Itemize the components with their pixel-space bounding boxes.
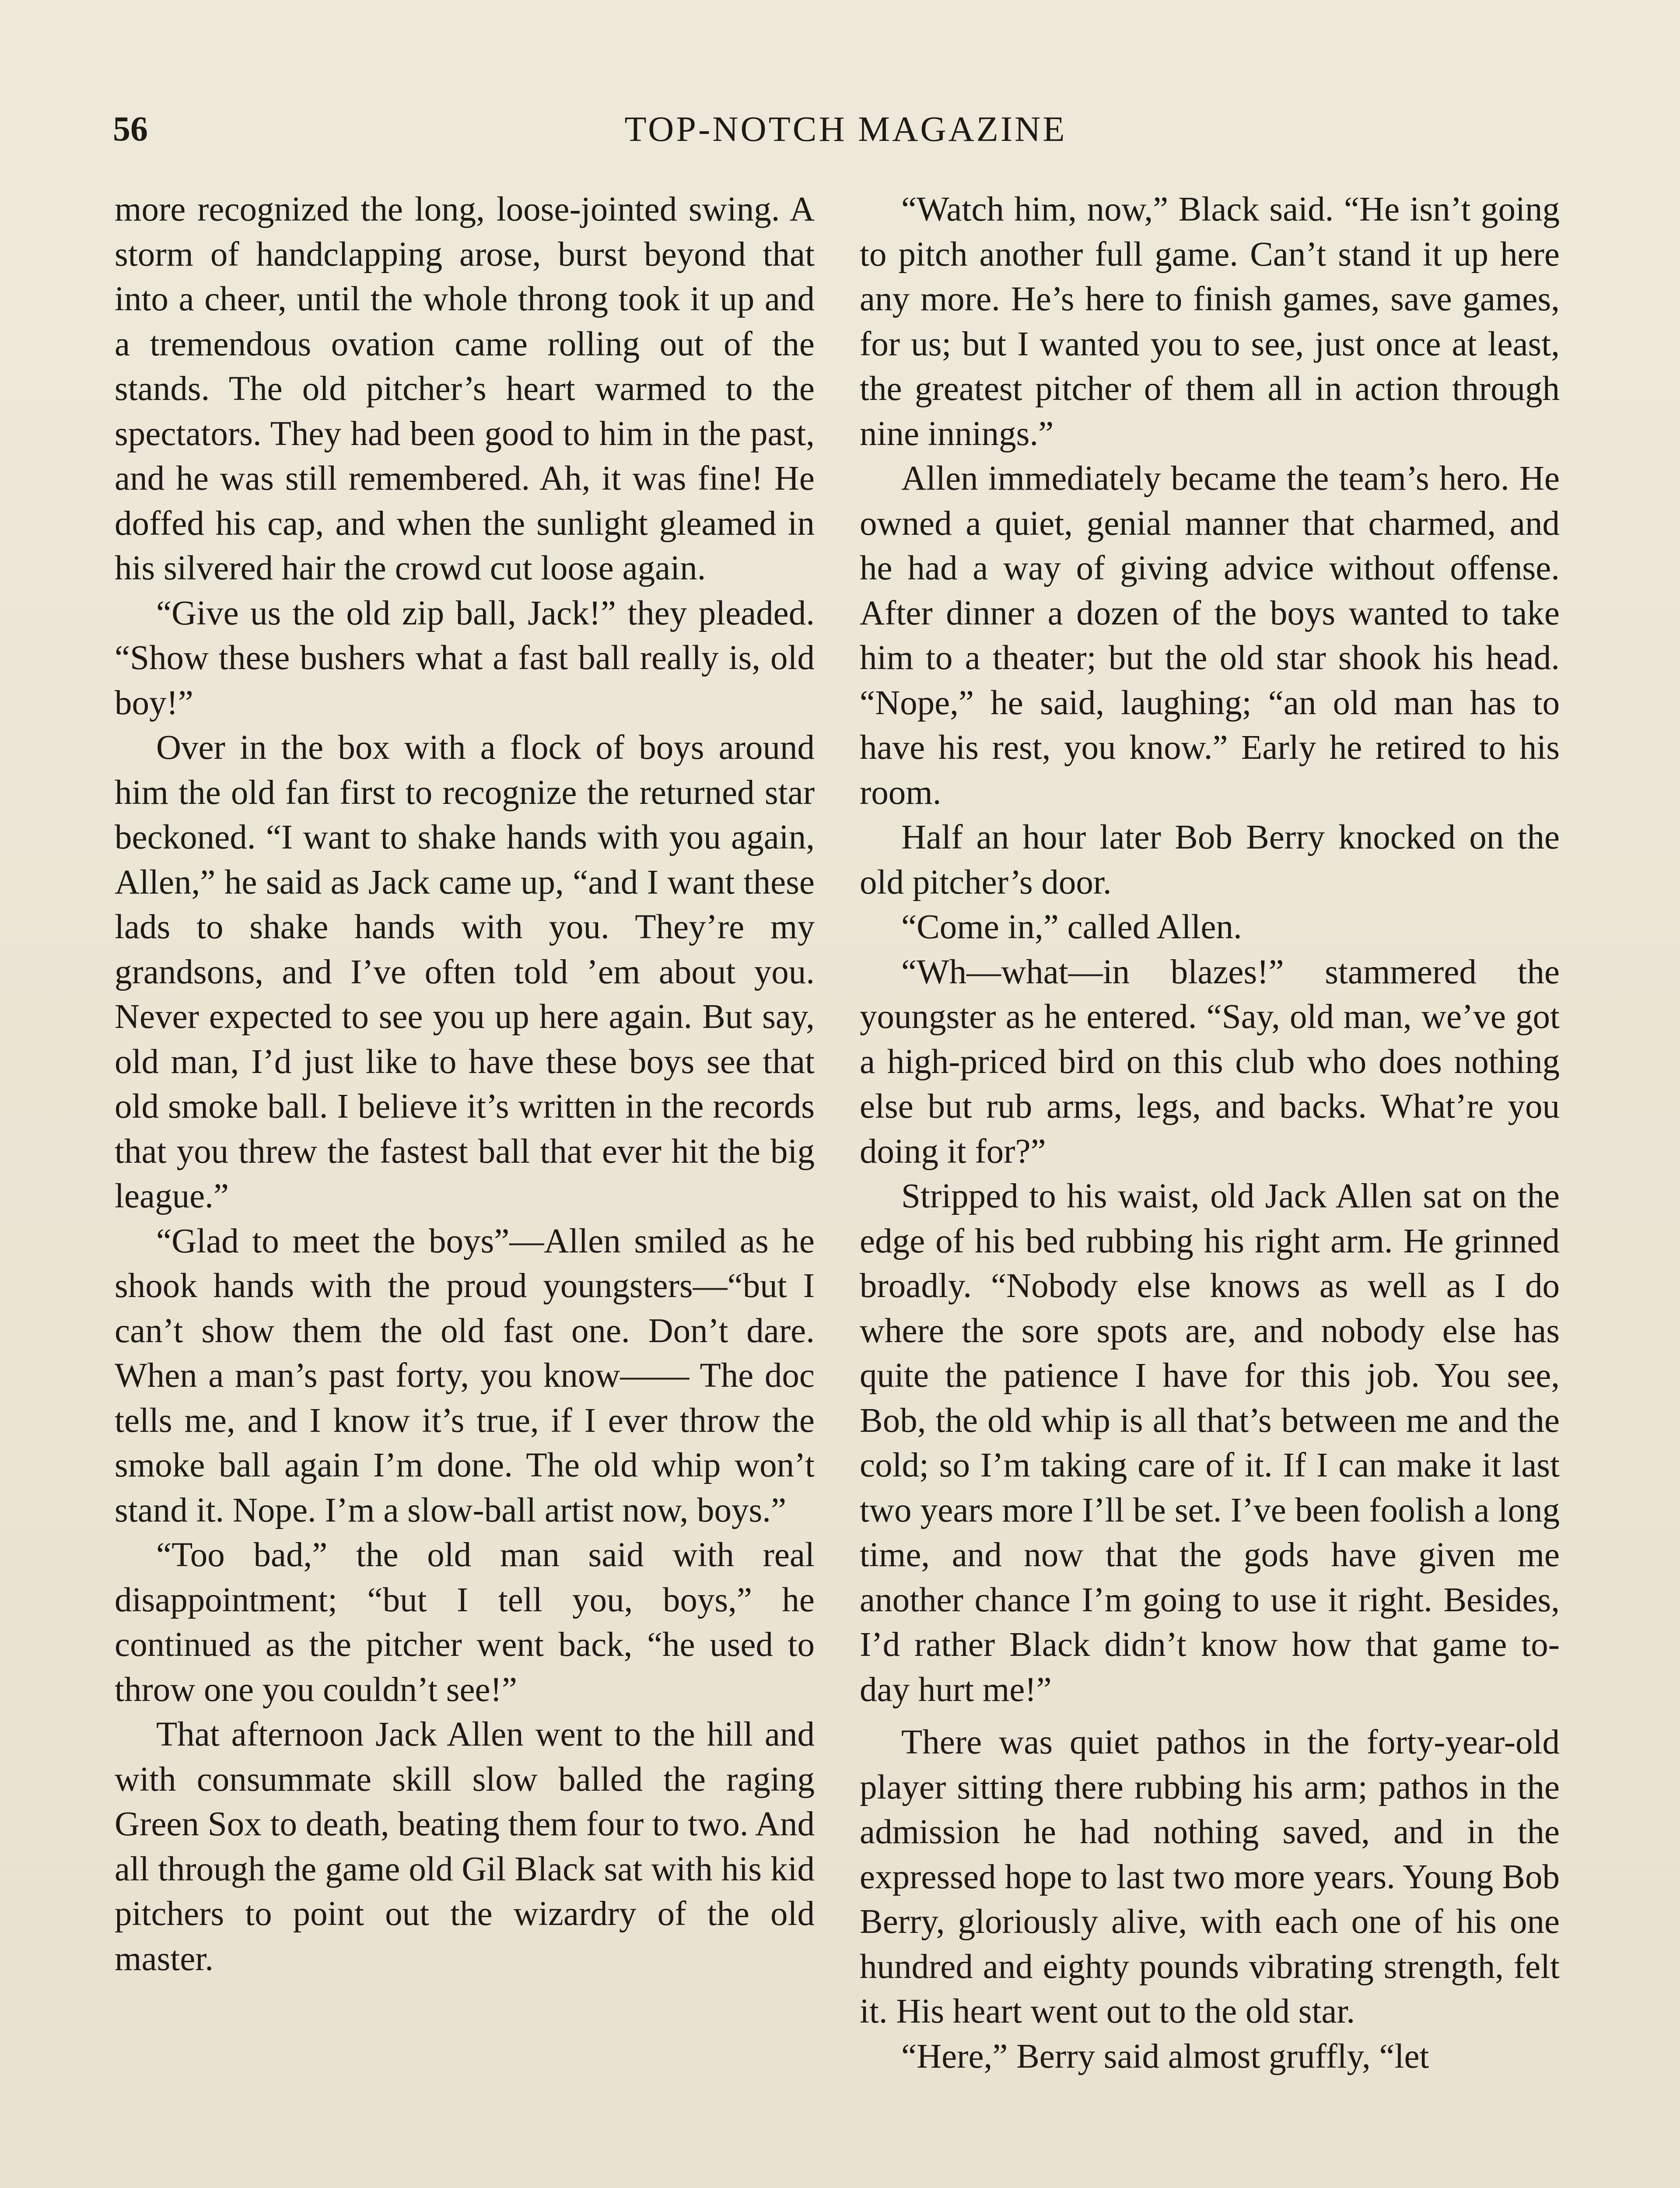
- page-header: [113, 105, 1578, 153]
- paragraph: “Here,” Berry said almost gruffly, “let: [901, 2037, 1429, 2076]
- left-text-column: [115, 187, 815, 1981]
- paragraph: “Come in,” called Allen.: [901, 908, 1242, 946]
- paragraph: “Glad to meet the boys”—Allen smiled as he shook hands with the proud youngsters—“but I can’t show them the old fast one. Don’t dare. When a man’s past forty, you know—— The doc tells me, and I know it’s true, if I ever throw the smoke ball again I’m done. The old whip won’t stand it. Nope. I’m a slow-ball artist now, boys.”: [115, 1222, 815, 1529]
- paragraph: “Wh—what—in blazes!” stammered the youngster as he entered. “Say, old man, we’ve got a high-priced bird on this club who does nothing else but rub arms, legs, and backs. What’re you doing it for?”: [860, 953, 1560, 1171]
- paragraph: That afternoon Jack Allen went to the hill and with consummate skill slow balled the raging Green Sox to death, beating them four to two. And all through the game old Gil Black sat with his kid pitchers to point out the wizardry of the old master.: [115, 1715, 815, 1978]
- paragraph: “Give us the old zip ball, Jack!” they pleaded. “Show these bushers what a fast ball really is, old boy!”: [115, 594, 815, 722]
- paragraph: Half an hour later Bob Berry knocked on the old pitcher’s door.: [860, 818, 1560, 901]
- paragraph: more recognized the long, loose-jointed swing. A storm of handclapping arose, burst beyond that into a cheer, until the whole throng took it up and a tremendous ovation came rolling out of the stands. The old pitcher’s heart warmed to the spectators. They had been good to him in the past, and he was still remembered. Ah, it was fine! He doffed his cap, and when the sunlight gleamed in his silvered hair the crowd cut loose again.: [115, 190, 815, 587]
- running-title: TOP-NOTCH MAGAZINE: [624, 109, 1067, 149]
- paragraph: There was quiet pathos in the forty-year-old player sitting there rubbing his arm; pathos in the admission he had nothing saved, and in the expressed hope to last two more years. Young Bob Berry, gloriously alive, with each one of his one hundred and eighty pounds vibrating strength, felt it. His heart went out to the old star.: [860, 1723, 1560, 2030]
- paragraph: “Watch him, now,” Black said. “He isn’t going to pitch another full game. Can’t stand it up here any more. He’s here to finish games, save games, for us; but I wanted you to see, just once at least, the greatest pitcher of them all in action through nine innings.”: [860, 190, 1560, 453]
- page-number: 56: [113, 110, 148, 148]
- right-text-column: [860, 187, 1560, 2079]
- paragraph: Allen immediately became the team’s hero. He owned a quiet, genial manner that charmed, and he had a way of giving advice without offense. After dinner a dozen of the boys wanted to take him to a theater; but the old star shook his head. “Nope,” he said, laughing; “an old man has to have his rest, you know.” Early he retired to his room.: [860, 459, 1560, 812]
- paragraph: Stripped to his waist, old Jack Allen sat on the edge of his bed rubbing his right arm. He grinned broadly. “Nobody else knows as well as I do where the sore spots are, and nobody else has quite the patience I have for this job. You see, Bob, the old whip is all that’s between me and the cold; so I’m taking care of it. If I can make it last two years more I’ll be set. I’ve been foolish a long time, and now that the gods have given me another chance I’m going to use it right. Besides, I’d rather Black didn’t know how that game to-day hurt me!”: [860, 1177, 1560, 1709]
- paragraph: “Too bad,” the old man said with real disappointment; “but I tell you, boys,” he continued as the pitcher went back, “he used to throw one you couldn’t see!”: [115, 1536, 815, 1709]
- paragraph: Over in the box with a flock of boys around him the old fan first to recognize the returned star beckoned. “I want to shake hands with you again, Allen,” he said as Jack came up, “and I want these lads to shake hands with you. They’re my grandsons, and I’ve often told ’em about you. Never expected to see you up here again. But say, old man, I’d just like to have these boys see that old smoke ball. I believe it’s written in the records that you threw the fastest ball that ever hit the big league.”: [115, 729, 815, 1215]
